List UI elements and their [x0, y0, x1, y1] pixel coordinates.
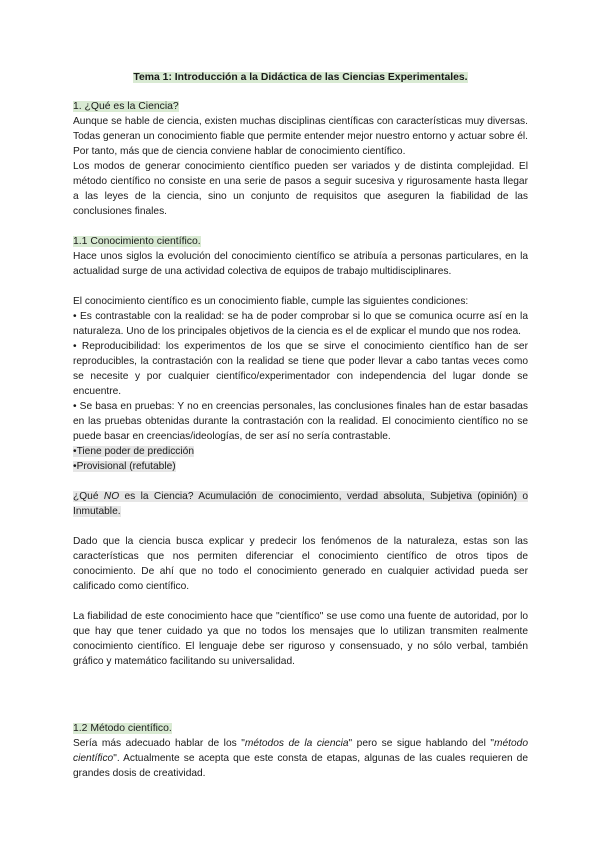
section-1-2-heading [73, 721, 528, 736]
bullet-contrastable: • Es contrastable con la realidad: se ha de poder comprobar si lo que se comunica ocurre así en la naturaleza. Uno de los principales objetivos de la ciencia es el de explicar el mundo que nos rodea. [73, 311, 528, 337]
s12-post: ". Actualmente se acepta que este consta de etapas, algunas de las cuales requieren de grandes dosis de creatividad. [73, 753, 528, 779]
bullet-reproducibilidad: • Reproducibilidad: los experimentos de los que se sirve el conocimiento científico han de ser reproducibles, la contrastación con la realidad se tiene que poder llevar a cabo tantas veces como se necesite y por cualquier científico/experimentador con independencia del lugar donde se encuentre. [73, 341, 528, 397]
document-page [73, 70, 528, 781]
bullet-prediccion-text: •Tiene poder de predicción [73, 446, 194, 457]
spacer [73, 279, 528, 294]
spacer [73, 519, 528, 534]
not-science-pre: ¿Qué [73, 491, 104, 502]
not-science-paragraph [73, 489, 528, 519]
bullet-provisional [73, 459, 528, 474]
section-1-paragraph-1: Aunque se hable de ciencia, existen muchas disciplinas científicas con características muy diversas. Todas generan un conocimiento fiable que permite entender mejor nuestro entorno y actuar sobre él. Por tanto, más que de ciencia conviene hablar de conocimiento científico. [73, 116, 528, 157]
section-1-paragraph-2: Los modos de generar conocimiento científico pueden ser variados y de distinta complejidad. El método científico no consiste en una serie de pasos a seguir sucesiva y rigurosamente hasta llegar a las leyes de la ciencia, sino un conjunto de requisitos que aseguren la fiabilidad de las conclusiones finales. [73, 161, 528, 217]
spacer [73, 474, 528, 489]
s12-mid: " pero se sigue hablando del " [348, 738, 495, 749]
not-science-text [73, 491, 528, 517]
paragraph-dado: Dado que la ciencia busca explicar y predecir los fenómenos de la naturaleza, estas son las características que nos permiten diferenciar el conocimiento científico de otros tipos de conocimiento. De ahí que no todo el conocimiento generado en cualquier actividad pueda ser calificado como científico. [73, 536, 528, 592]
section-1-heading [73, 99, 528, 114]
section-1-1-heading-text: 1.1 Conocimiento científico. [73, 236, 201, 247]
document-title-text: Tema 1: Introducción a la Didáctica de las Ciencias Experimentales. [133, 72, 468, 83]
paragraph-fiabilidad: La fiabilidad de este conocimiento hace que "científico" se use como una fuente de autoridad, por lo que hay que tener cuidado ya que no todos los mensajes que lo utilizan transmiten realmente conocimiento científico. El lenguaje debe ser riguroso y consensuado, y no sólo verbal, también gráfico y matemático facilitando su universalidad. [73, 611, 528, 667]
bullet-provisional-text: •Provisional (refutable) [73, 461, 176, 472]
section-1-heading-text: 1. ¿Qué es la Ciencia? [73, 101, 179, 112]
s12-em2: método científico [73, 738, 528, 764]
not-science-em: NO [103, 491, 120, 502]
section-1-1-heading [73, 234, 528, 249]
bullet-prediccion [73, 444, 528, 459]
s12-em1: métodos de la ciencia [244, 738, 349, 749]
section-1-2-heading-text: 1.2 Método científico. [73, 723, 172, 734]
not-science-post: es la Ciencia? Acumulación de conocimiento, verdad absoluta, Subjetiva (opinión) o Inmutable. [73, 491, 528, 517]
spacer [73, 669, 528, 721]
section-1-1-paragraph-1: Hace unos siglos la evolución del conocimiento científico se atribuía a personas particulares, en la actualidad surge de una actividad colectiva de equipos de trabajo multidisciplinares. [73, 251, 528, 277]
spacer [73, 219, 528, 234]
section-1-2-paragraph [73, 736, 528, 781]
spacer [73, 594, 528, 609]
s12-pre: Sería más adecuado hablar de los " [73, 738, 245, 749]
bullet-pruebas: • Se basa en pruebas: Y no en creencias personales, las conclusiones finales han de estar basadas en las pruebas obtenidas durante la contrastación con la realidad. El conocimiento científico no se puede basar en creencias/ideologías, de ser así no sería contrastable. [73, 401, 528, 442]
section-1-1-paragraph-2: El conocimiento científico es un conocimiento fiable, cumple las siguientes condiciones: [73, 296, 469, 307]
document-title [73, 70, 528, 85]
